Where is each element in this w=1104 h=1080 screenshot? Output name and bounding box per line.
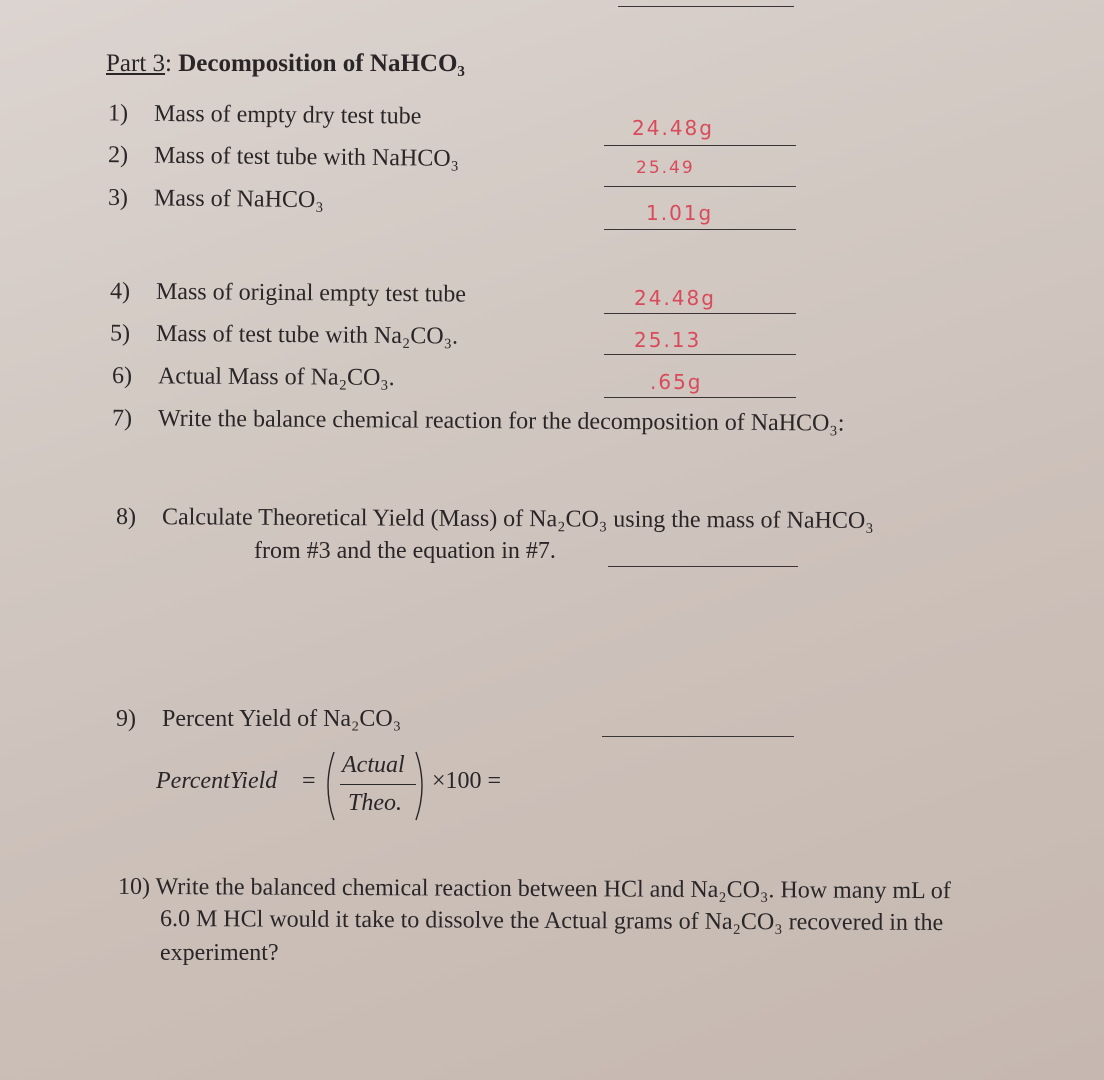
part-title: Part 3: Decomposition of NaHCO₃ xyxy=(106,50,465,77)
question-3-text: Mass of NaHCO₃ xyxy=(153,185,324,214)
answer-line-2 xyxy=(604,186,796,187)
answer-2: 25.49 xyxy=(636,158,695,178)
answer-line-4 xyxy=(604,313,796,314)
answer-line-3 xyxy=(604,229,796,230)
question-4: 4) Mass of original empty test tube xyxy=(109,278,467,308)
percent-yield-formula xyxy=(156,750,536,830)
answer-5: 25.13 xyxy=(634,328,702,352)
question-2-text: Mass of test tube with NaHCO₃ xyxy=(153,142,460,172)
top-edge-line xyxy=(618,6,794,7)
question-2: 2) Mass of test tube with NaHCO₃ xyxy=(107,142,460,172)
question-5: 5) Mass of test tube with Na₂CO₃. xyxy=(109,320,459,350)
question-10-text: Write the balanced chemical reaction between HCl and Na₂CO₃. How many mL of xyxy=(155,874,951,905)
question-6-text: Actual Mass of Na₂CO₃. xyxy=(157,363,395,391)
question-8-text: Calculate Theoretical Yield (Mass) of Na₂CO₃ using the mass of NaHCO₃ xyxy=(161,504,874,534)
answer-1: 24.48g xyxy=(632,116,714,140)
part-heading: Decomposition of NaHCO₃ xyxy=(178,50,465,77)
question-9: 9) Percent Yield of Na₂CO₃ xyxy=(116,706,402,732)
question-7: 7) Write the balance chemical reaction for the decomposition of NaHCO₃: xyxy=(111,405,845,437)
formula-numerator: Actual xyxy=(342,752,405,778)
formula-equals: = xyxy=(302,768,316,794)
question-3: 3) Mass of NaHCO₃ xyxy=(107,184,324,214)
answer-6: .65g xyxy=(650,370,703,394)
question-10: 10) Write the balanced chemical reaction between HCl and Na₂CO₃. How many mL of xyxy=(117,873,951,905)
answer-line-9 xyxy=(602,736,794,737)
question-6: 6) Actual Mass of Na₂CO₃. xyxy=(111,363,395,391)
formula-rhs: ×100 = xyxy=(432,768,502,794)
formula-lhs: PercentYield xyxy=(156,768,278,794)
question-4-text: Mass of original empty test tube xyxy=(155,278,467,308)
question-9-text: Percent Yield of Na₂CO₃ xyxy=(162,706,402,732)
answer-3: 1.01g xyxy=(646,201,714,225)
question-8-text-line2: from #3 and the equation in #7. xyxy=(254,538,556,564)
question-7-text: Write the balance chemical reaction for the decomposition of NaHCO₃: xyxy=(157,405,845,437)
answer-line-1 xyxy=(604,145,796,146)
answer-4: 24.48g xyxy=(634,286,716,310)
answer-line-8 xyxy=(608,566,798,567)
question-5-text: Mass of test tube with Na₂CO₃. xyxy=(155,320,459,350)
question-10-text-line3: experiment? xyxy=(160,940,279,966)
formula-fraction-bar xyxy=(340,784,416,785)
answer-line-6 xyxy=(604,397,796,398)
question-10-text-line2: 6.0 M HCl would it take to dissolve the Actual grams of Na₂CO₃ recovered in the xyxy=(159,905,944,937)
question-1: 1) Mass of empty dry test tube xyxy=(107,100,422,130)
question-8: 8) Calculate Theoretical Yield (Mass) of Na₂CO₃ using the mass of NaHCO₃ xyxy=(115,504,874,534)
answer-line-5 xyxy=(604,354,796,355)
question-1-text: Mass of empty dry test tube xyxy=(153,100,422,130)
part-label: Part 3 xyxy=(106,50,166,77)
formula-denominator: Theo. xyxy=(348,790,402,816)
